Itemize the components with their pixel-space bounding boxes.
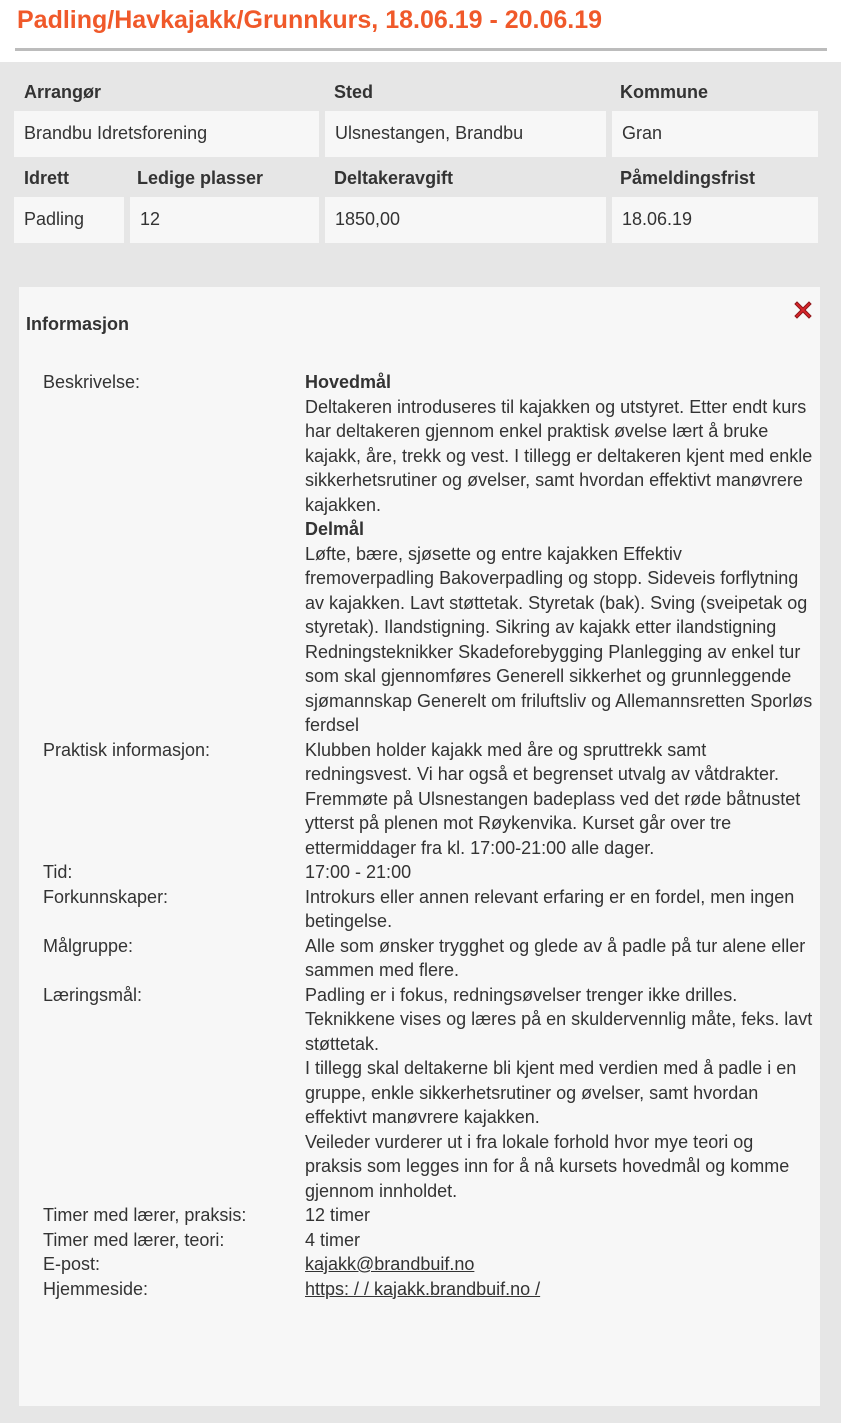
title-divider: [15, 48, 827, 51]
email-link[interactable]: kajakk@brandbuif.no: [305, 1254, 475, 1274]
time-value: 17:00 - 21:00: [305, 862, 412, 882]
website-label: Hjemmeside:: [43, 1278, 149, 1299]
header-location: Sted: [334, 82, 374, 102]
description-value: [305, 370, 815, 738]
course-summary: [14, 72, 819, 244]
header-fee: Deltakeravgift: [334, 168, 454, 188]
summary-value-row-2: [14, 197, 819, 244]
learning-goals-paragraph: Veileder vurderer ut i fra lokale forhold hvor mye teori og praksis som legges inn for å nå kursets hovedmål og komme gjennom innholdet.: [305, 1131, 790, 1201]
info-row-email: [43, 1252, 815, 1277]
arranger-value: Brandbu Idretsforening: [14, 111, 319, 157]
header-municipality: Kommune: [620, 82, 709, 102]
learning-goals-paragraph: I tillegg skal deltakerne bli kjent med verdien med å padle i en gruppe, enkle sikkerhetsrutiner og øvelser, samt hvordan effektivt manøvrere kajakken.: [305, 1058, 797, 1127]
target-group-label: Målgruppe:: [43, 935, 134, 956]
summary-header-row-2: [14, 158, 819, 197]
info-row-hours-practice: [43, 1203, 815, 1228]
header-spots: Ledige plasser: [137, 168, 264, 188]
practical-value: Klubben holder kajakk med åre og spruttrekk samt redningsvest. Vi har også et begrenset utvalg av våtdrakter. Fremmøte på Ulsnestangen badeplass ved det røde båtnustet ytterst på plenen mot Røykenvika. Kurset går over tre ettermiddager fra kl. 17:00-21:00 alle dager.: [305, 739, 801, 858]
info-row-practical: [43, 738, 815, 861]
hours-theory-label: Timer med lærer, teori:: [43, 1229, 225, 1250]
summary-value-row-1: [14, 111, 819, 158]
municipality-value: Gran: [612, 111, 818, 157]
learning-goals-label: Læringsmål:: [43, 984, 143, 1005]
website-link[interactable]: https: / / kajakk.brandbuif.no /: [305, 1278, 541, 1299]
title-bar: [0, 0, 841, 62]
deadline-value: 18.06.19: [612, 197, 818, 243]
main-goal-heading: Hovedmål: [305, 372, 392, 392]
hours-practice-value: 12 timer: [305, 1205, 371, 1225]
hours-practice-label: Timer med lærer, praksis:: [43, 1205, 247, 1225]
info-row-prerequisites: [43, 885, 815, 934]
learning-goals-value: [305, 983, 815, 1204]
description-label: Beskrivelse:: [43, 372, 141, 392]
info-row-hours-theory: [43, 1228, 815, 1253]
practical-label: Praktisk informasjon:: [43, 739, 211, 760]
info-row-target-group: [43, 934, 815, 983]
header-sport: Idrett: [24, 168, 69, 188]
target-group-value: Alle som ønsker trygghet og glede av å padle på tur alene eller sammen med flere.: [305, 935, 806, 980]
info-row-time: [43, 860, 815, 885]
email-label: E-post:: [43, 1254, 101, 1274]
header-arranger: Arrangør: [24, 82, 102, 102]
learning-goals-paragraph: Padling er i fokus, redningsøvelser trenger ikke drilles. Teknikkene vises og læres på en skuldervennlig måte, feks. lavt støttetak.: [305, 984, 813, 1054]
info-row-website: [43, 1277, 815, 1302]
fee-value: 1850,00: [325, 197, 606, 243]
sport-value: Padling: [14, 197, 124, 243]
info-row-learning-goals: [43, 983, 815, 1204]
spots-value: 12: [130, 197, 319, 243]
sub-goal-text: Løfte, bære, sjøsette og entre kajakken Effektiv fremoverpadling Bakoverpadling og stopp. Sideveis forflytning av kajakken. Lavt støttetak. Styretak (bak). Sving (sveipetak og styretak). Ilandstigning. Sikring av kajakk etter ilandstigning Redningsteknikker Skadeforebygging Planlegging av enkel tur som skal gjennomføres Generell sikkerhet og grunnleggende sjømannskap Generelt om friluftsliv og Allemannsretten Sporløs ferdsel: [305, 543, 813, 735]
prerequisites-label: Forkunnskaper:: [43, 886, 169, 907]
page-title: Padling/Havkajakk/Grunnkurs, 18.06.19 - 20.06.19: [17, 6, 603, 34]
location-value: Ulsnestangen, Brandbu: [325, 111, 606, 157]
info-table: [43, 370, 815, 1301]
summary-header-row-1: [14, 72, 819, 111]
prerequisites-value: Introkurs eller annen relevant erfaring er en fordel, men ingen betingelse.: [305, 886, 795, 931]
sub-goal-heading: Delmål: [305, 519, 365, 539]
header-deadline: Påmeldingsfrist: [620, 168, 756, 188]
info-panel: [19, 287, 820, 1406]
info-row-description: [43, 370, 815, 738]
hours-theory-value: 4 timer: [305, 1229, 361, 1250]
close-x-icon[interactable]: [792, 299, 814, 321]
info-heading: Informasjon: [26, 314, 130, 334]
main-goal-text: Deltakeren introduseres til kajakken og utstyret. Etter endt kurs har deltakeren gjennom enkel praktisk øvelse lært å bruke kajakk, åre, trekk og vest. I tillegg er deltakeren kjent med enkle sikkerhetsrutiner og øvelser, samt hvordan effektivt manøvrere kajakken.: [305, 396, 813, 515]
time-label: Tid:: [43, 862, 73, 882]
